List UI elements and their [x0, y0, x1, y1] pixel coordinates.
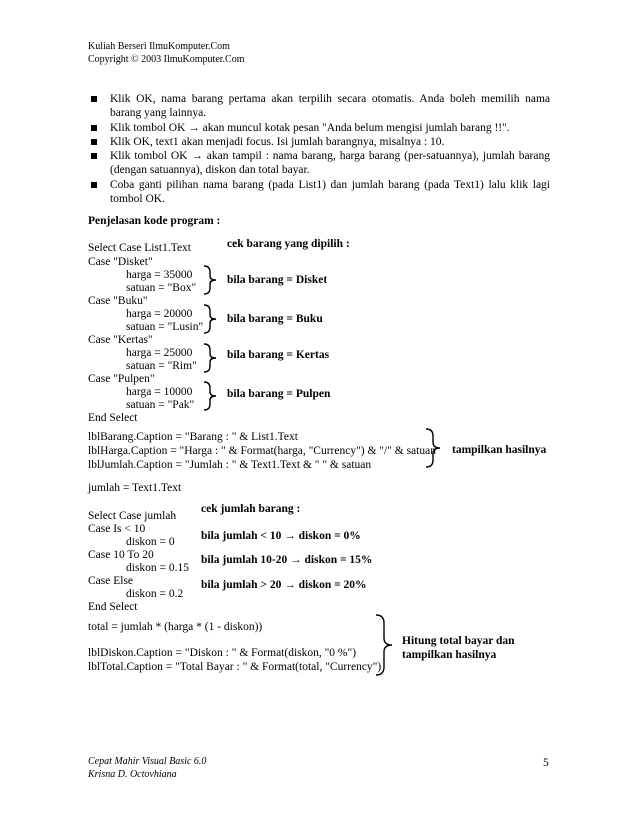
code-line: total = jumlah * (harga * (1 - diskon))	[88, 621, 263, 633]
list-item: Klik tombol OK → akan muncul kotak pesan "Anda belum mengisi jumlah barang !!".	[110, 122, 510, 134]
page-number: 5	[543, 757, 549, 769]
curly-brace-icon	[202, 343, 224, 373]
code-line: Case "Disket"	[88, 256, 153, 268]
code-line: harga = 20000	[126, 308, 193, 320]
annotation-title: cek barang yang dipilih :	[227, 238, 350, 250]
curly-brace-icon	[202, 265, 224, 295]
bullet-icon	[91, 139, 97, 145]
annotation-note: bila jumlah > 20 → diskon = 20%	[201, 579, 367, 591]
code-line: diskon = 0	[126, 536, 175, 548]
code-line: diskon = 0.2	[126, 588, 184, 600]
code-line: End Select	[88, 601, 138, 613]
header-title: Kuliah Berseri IlmuKomputer.Com	[88, 41, 230, 52]
footer-book-title: Cepat Mahir Visual Basic 6.0	[88, 756, 207, 767]
code-line: lblHarga.Caption = "Harga : " & Format(harga, "Currency") & "/" & satuan	[88, 445, 436, 457]
annotation-note: bila barang = Pulpen	[227, 388, 331, 400]
code-line: satuan = "Rim"	[126, 360, 197, 372]
code-line: Case "Pulpen"	[88, 373, 155, 385]
curly-brace-icon	[424, 428, 448, 468]
bullet-icon	[91, 96, 97, 102]
code-line: lblDiskon.Caption = "Diskon : " & Format(diskon, "0 %")	[88, 647, 357, 659]
code-line: Case "Kertas"	[88, 334, 153, 346]
bullet-icon	[91, 153, 97, 159]
code-line: Select Case List1.Text	[88, 242, 191, 254]
code-line: satuan = "Box"	[126, 282, 197, 294]
annotation-note-line: tampilkan hasilnya	[402, 649, 497, 661]
footer-author: Krisna D. Octovhiana	[88, 769, 177, 780]
section-title: Penjelasan kode program :	[88, 215, 221, 227]
annotation-note-line: Hitung total bayar dan	[402, 635, 515, 647]
code-line: satuan = "Lusin"	[126, 321, 204, 333]
annotation-note: bila jumlah 10-20 → diskon = 15%	[201, 554, 373, 566]
list-item: Klik tombol OK → akan tampil : nama barang, harga barang (per-satuannya), jumlah barang (dengan satuannya), diskon dan total bayar.	[110, 150, 550, 176]
code-line: harga = 25000	[126, 347, 193, 359]
list-item: Coba ganti pilihan nama barang (pada List1) dan jumlah barang (pada Text1) lalu klik lagi tombol OK.	[110, 179, 550, 205]
annotation-note: bila barang = Buku	[227, 313, 323, 325]
list-item: Klik OK, nama barang pertama akan terpilih secara otomatis. Anda boleh memilih nama barang yang lainnya.	[110, 93, 550, 119]
curly-brace-icon	[202, 381, 224, 411]
code-line: jumlah = Text1.Text	[88, 482, 182, 494]
code-line: harga = 35000	[126, 269, 193, 281]
code-line: End Select	[88, 412, 138, 424]
code-line: harga = 10000	[126, 386, 193, 398]
code-line: lblBarang.Caption = "Barang : " & List1.Text	[88, 431, 298, 443]
annotation-note: bila barang = Disket	[227, 274, 328, 286]
code-line: Case "Buku"	[88, 295, 148, 307]
code-line: Case Is < 10	[88, 523, 146, 535]
annotation-title: cek jumlah barang :	[201, 503, 301, 515]
code-line: lblTotal.Caption = "Total Bayar : " & Format(total, "Currency")	[88, 661, 382, 673]
curly-brace-icon	[374, 614, 400, 676]
curly-brace-icon	[202, 304, 224, 334]
annotation-note: bila jumlah < 10 → diskon = 0%	[201, 530, 361, 542]
code-line: Case Else	[88, 575, 134, 587]
header-copyright: Copyright © 2003 IlmuKomputer.Com	[88, 54, 245, 65]
code-line: Select Case jumlah	[88, 510, 177, 522]
code-line: diskon = 0.15	[126, 562, 190, 574]
code-line: satuan = "Pak"	[126, 399, 195, 411]
bullet-icon	[91, 125, 97, 131]
bullet-icon	[91, 182, 97, 188]
annotation-note: tampilkan hasilnya	[452, 444, 547, 456]
code-line: lblJumlah.Caption = "Jumlah : " & Text1.Text & " " & satuan	[88, 459, 372, 471]
annotation-note: bila barang = Kertas	[227, 349, 330, 361]
list-item: Klik OK, text1 akan menjadi focus. Isi jumlah barangnya, misalnya : 10.	[110, 136, 445, 148]
code-line: Case 10 To 20	[88, 549, 154, 561]
